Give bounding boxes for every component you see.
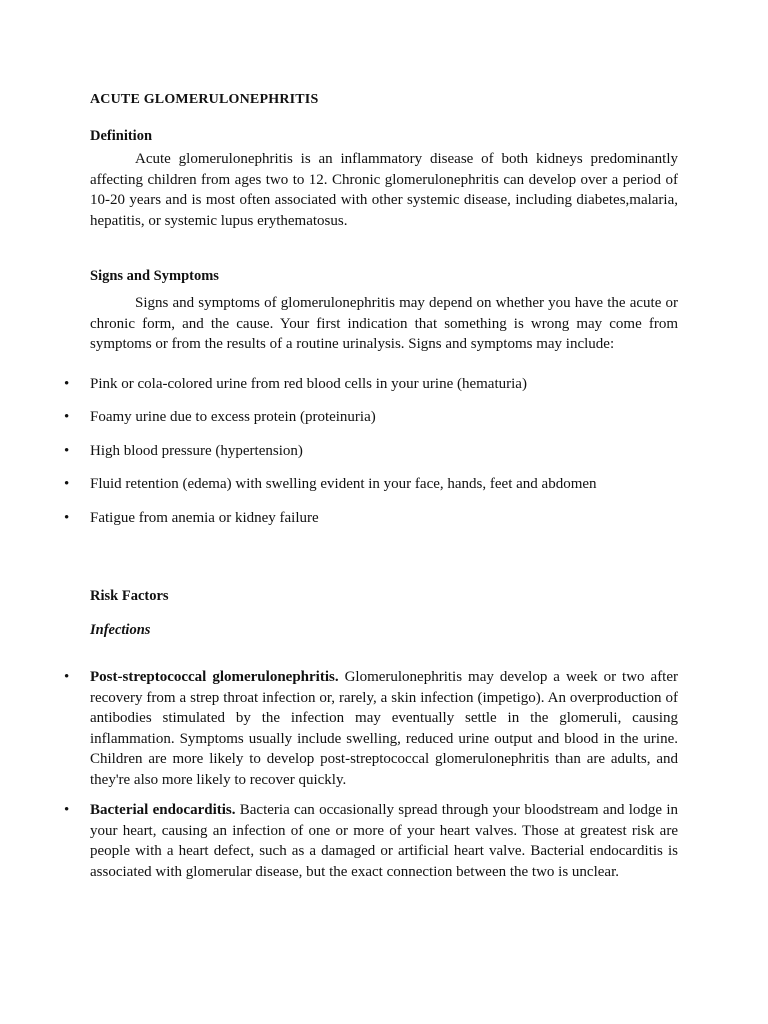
document-title: ACUTE GLOMERULONEPHRITIS xyxy=(90,92,319,107)
definition-paragraph xyxy=(90,149,678,231)
bullet-icon: • xyxy=(64,409,70,425)
bullet-icon: • xyxy=(64,476,70,492)
infections-subheading: Infections xyxy=(90,622,151,638)
bullet-icon: • xyxy=(64,376,70,392)
list-item-text: High blood pressure (hypertension) xyxy=(90,443,303,459)
signs-paragraph xyxy=(90,293,678,355)
bullet-icon: • xyxy=(64,802,70,818)
bullet-icon: • xyxy=(64,443,70,459)
definition-text: Acute glomerulonephritis is an inflammatory disease of both kidneys predominantly affecting children from ages two to 12. Chronic glomerulonephritis can develop over a period of 10-20 years and is most often associated with other systemic disease, including diabetes,malaria, hepatitis, or systemic lupus erythematosus. xyxy=(90,151,678,229)
signs-heading: Signs and Symptoms xyxy=(90,268,219,284)
list-item-text: Fluid retention (edema) with swelling evident in your face, hands, feet and abdomen xyxy=(90,476,597,492)
list-item-body: Glomerulonephritis may develop a week or two after recovery from a strep throat infection or, rarely, a skin infection (impetigo). An overproduction of antibodies stimulated by the infection may eventually settle in the glomeruli, causing inflammation. Symptoms usually include swelling, reduced urine output and blood in the urine. Children are more likely to develop post-streptococcal glomerulonephritis than are adults, and they're also more likely to recover quickly. xyxy=(90,669,679,788)
signs-text: Signs and symptoms of glomerulonephritis may depend on whether you have the acute or chronic form, and the cause. Your first indication that something is wrong may come from symptoms or from the results of a routine urinalysis. Signs and symptoms may include: xyxy=(90,295,678,352)
list-item-text: Foamy urine due to excess protein (proteinuria) xyxy=(90,409,376,425)
definition-heading: Definition xyxy=(90,128,153,144)
list-item-body: Bacteria can occasionally spread through your bloodstream and lodge in your heart, causing an infection of one or more of your heart valves. Those at greatest risk are people with a heart defect, such as a damaged or artificial heart valve. Bacterial endocarditis is associated with glomerular disease, but the exact connection between the two is unclear. xyxy=(90,802,679,880)
list-item-text xyxy=(90,667,678,790)
bullet-icon: • xyxy=(64,510,70,526)
list-item-text xyxy=(90,800,678,882)
risk-factors-heading: Risk Factors xyxy=(90,588,169,604)
list-item-term: Bacterial endocarditis. xyxy=(90,802,236,818)
list-item-term: Post-streptococcal glomerulonephritis. xyxy=(90,669,339,685)
list-item-text: Pink or cola-colored urine from red blood cells in your urine (hematuria) xyxy=(90,376,527,392)
list-item-text: Fatigue from anemia or kidney failure xyxy=(90,510,319,526)
bullet-icon: • xyxy=(64,669,70,685)
